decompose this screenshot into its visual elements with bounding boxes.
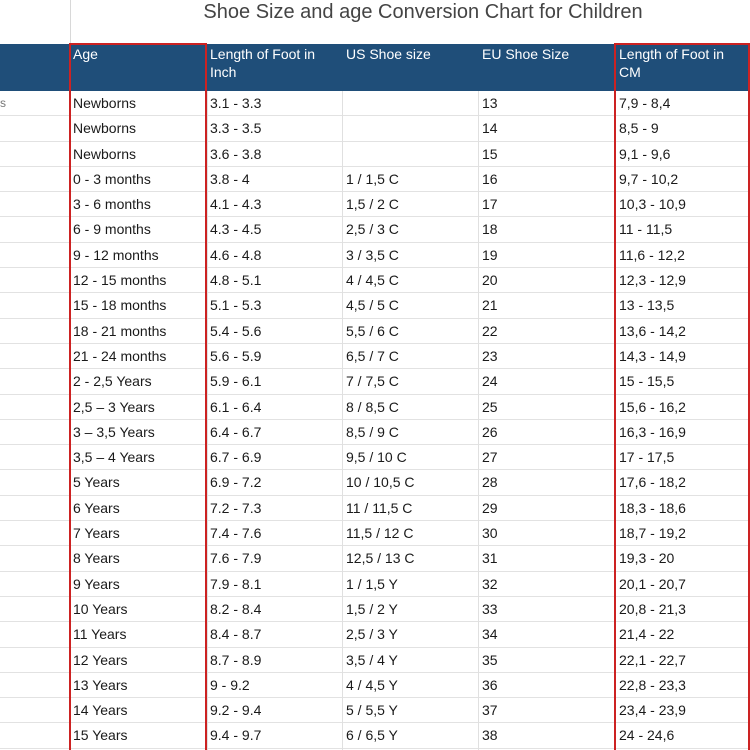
cell-age: 12 Years xyxy=(73,651,128,668)
cell-age: 21 - 24 months xyxy=(73,347,167,364)
cell-length-inch: 5.6 - 5.9 xyxy=(210,347,262,364)
table-row xyxy=(0,597,750,622)
cell-eu-size: 22 xyxy=(482,322,498,339)
age-column-highlight-right xyxy=(205,43,207,750)
cell-us-size: 4 / 4,5 C xyxy=(346,272,399,289)
cm-column-highlight-top xyxy=(614,43,750,45)
cell-length-inch: 7.9 - 8.1 xyxy=(210,575,262,592)
cell-length-inch: 6.1 - 6.4 xyxy=(210,398,262,415)
cell-age: 6 Years xyxy=(73,499,120,516)
table-row xyxy=(0,268,750,293)
cell-length-cm: 13 - 13,5 xyxy=(619,297,675,314)
page-title: Shoe Size and age Conversion Chart for Children xyxy=(203,1,643,23)
cell-length-inch: 5.1 - 5.3 xyxy=(210,297,262,314)
cell-us-size: 1,5 / 2 Y xyxy=(346,600,398,617)
cell-length-inch: 4.8 - 5.1 xyxy=(210,272,262,289)
table-header xyxy=(0,44,750,91)
table-row xyxy=(0,648,750,673)
column-divider xyxy=(207,91,208,750)
cell-length-cm: 11,6 - 12,2 xyxy=(619,246,685,263)
cell-length-cm: 16,3 - 16,9 xyxy=(619,423,686,440)
cell-length-cm: 15,6 - 16,2 xyxy=(619,398,686,415)
cell-eu-size: 17 xyxy=(482,196,498,213)
cell-length-inch: 3.1 - 3.3 xyxy=(210,95,262,111)
header-us-size: US Shoe size xyxy=(346,46,431,62)
cell-eu-size: 31 xyxy=(482,550,498,567)
cell-eu-size: 26 xyxy=(482,423,498,440)
cell-length-inch: 3.6 - 3.8 xyxy=(210,145,262,162)
cell-age: 9 - 12 months xyxy=(73,246,159,263)
cell-length-inch: 9.4 - 9.7 xyxy=(210,727,262,744)
cell-length-cm: 20,8 - 21,3 xyxy=(619,600,686,617)
cell-us-size: 2,5 / 3 Y xyxy=(346,626,398,643)
cell-length-inch: 7.4 - 7.6 xyxy=(210,525,262,542)
cell-length-inch: 4.3 - 4.5 xyxy=(210,221,262,238)
cell-eu-size: 24 xyxy=(482,373,498,390)
cell-us-size: 4,5 / 5 C xyxy=(346,297,399,314)
cell-us-size: 8,5 / 9 C xyxy=(346,423,399,440)
clipped-text: s xyxy=(0,96,6,110)
cell-length-cm: 11 - 11,5 xyxy=(619,221,673,238)
cell-age: 9 Years xyxy=(73,575,120,592)
table-body xyxy=(0,91,750,749)
cell-eu-size: 32 xyxy=(482,575,498,592)
table-row xyxy=(0,546,750,571)
cell-length-inch: 5.4 - 5.6 xyxy=(210,322,262,339)
table-row xyxy=(0,142,750,167)
cell-us-size: 6 / 6,5 Y xyxy=(346,727,398,744)
cell-us-size: 6,5 / 7 C xyxy=(346,347,399,364)
cell-us-size: 12,5 / 13 C xyxy=(346,550,415,567)
cell-us-size: 2,5 / 3 C xyxy=(346,221,399,238)
cell-eu-size: 19 xyxy=(482,246,498,263)
header-eu-size: EU Shoe Size xyxy=(482,46,570,62)
cell-age: 5 Years xyxy=(73,474,120,491)
table-row xyxy=(0,293,750,318)
table-row xyxy=(0,521,750,546)
cell-length-cm: 23,4 - 23,9 xyxy=(619,702,686,719)
cell-length-inch: 6.4 - 6.7 xyxy=(210,423,262,440)
cell-age: 15 Years xyxy=(73,727,128,744)
table-row xyxy=(0,243,750,268)
cell-age: 2,5 – 3 Years xyxy=(73,398,155,415)
cell-age: 3 – 3,5 Years xyxy=(73,423,155,440)
cell-age: 14 Years xyxy=(73,702,128,719)
cell-eu-size: 16 xyxy=(482,170,498,187)
cell-length-inch: 8.7 - 8.9 xyxy=(210,651,262,668)
cell-us-size: 11 / 11,5 C xyxy=(346,499,413,516)
cell-eu-size: 38 xyxy=(482,727,498,744)
cell-age: 12 - 15 months xyxy=(73,272,167,289)
cell-age: Newborns xyxy=(73,95,137,111)
cell-us-size: 1,5 / 2 C xyxy=(346,196,399,213)
cell-us-size: 9,5 / 10 C xyxy=(346,449,407,466)
table-row xyxy=(0,572,750,597)
table-row xyxy=(0,445,750,470)
table-row xyxy=(0,470,750,495)
cm-column-highlight-left xyxy=(614,43,616,750)
table-row xyxy=(0,91,750,116)
cell-age: 0 - 3 months xyxy=(73,170,151,187)
cell-eu-size: 13 xyxy=(482,95,498,111)
cell-eu-size: 35 xyxy=(482,651,498,668)
cell-length-inch: 9.2 - 9.4 xyxy=(210,702,262,719)
cell-us-size: 11,5 / 12 C xyxy=(346,525,414,542)
cell-length-inch: 4.1 - 4.3 xyxy=(210,196,262,213)
cell-eu-size: 30 xyxy=(482,525,498,542)
cell-length-cm: 22,8 - 23,3 xyxy=(619,676,686,693)
cell-length-cm: 15 - 15,5 xyxy=(619,373,675,390)
cell-length-cm: 17,6 - 18,2 xyxy=(619,474,686,491)
cell-length-cm: 21,4 - 22 xyxy=(619,626,675,643)
cell-length-cm: 7,9 - 8,4 xyxy=(619,95,671,111)
cell-length-inch: 9 - 9.2 xyxy=(210,676,250,693)
table-row xyxy=(0,723,750,748)
header-length-cm: Length of Foot in CM xyxy=(619,46,725,80)
cell-us-size: 3 / 3,5 C xyxy=(346,246,399,263)
cell-length-inch: 8.2 - 8.4 xyxy=(210,600,262,617)
cell-us-size: 7 / 7,5 C xyxy=(346,373,399,390)
table-row xyxy=(0,344,750,369)
age-column-highlight-left xyxy=(69,43,71,750)
cell-eu-size: 29 xyxy=(482,499,498,516)
cell-age: 3 - 6 months xyxy=(73,196,151,213)
cell-eu-size: 25 xyxy=(482,398,498,415)
cell-length-cm: 8,5 - 9 xyxy=(619,120,659,137)
cell-length-cm: 18,3 - 18,6 xyxy=(619,499,686,516)
cell-length-inch: 6.9 - 7.2 xyxy=(210,474,262,491)
table-row xyxy=(0,698,750,723)
cell-length-cm: 22,1 - 22,7 xyxy=(619,651,686,668)
cell-length-cm: 10,3 - 10,9 xyxy=(619,196,686,213)
cell-length-inch: 7.2 - 7.3 xyxy=(210,499,262,516)
table-row xyxy=(0,420,750,445)
cell-age: 8 Years xyxy=(73,550,120,567)
cell-eu-size: 28 xyxy=(482,474,498,491)
cell-length-cm: 14,3 - 14,9 xyxy=(619,347,686,364)
cell-us-size: 3,5 / 4 Y xyxy=(346,651,398,668)
cell-eu-size: 27 xyxy=(482,449,498,466)
table-row xyxy=(0,673,750,698)
cell-age: 18 - 21 months xyxy=(73,322,167,339)
cell-age: Newborns xyxy=(73,120,137,137)
cell-age: 3,5 – 4 Years xyxy=(73,449,155,466)
cell-length-cm: 17 - 17,5 xyxy=(619,449,675,466)
column-divider xyxy=(478,91,479,750)
cell-us-size: 10 / 10,5 C xyxy=(346,474,415,491)
cell-length-inch: 7.6 - 7.9 xyxy=(210,550,262,567)
table-row xyxy=(0,192,750,217)
cell-eu-size: 14 xyxy=(482,120,498,137)
cell-eu-size: 18 xyxy=(482,221,498,238)
table-row xyxy=(0,395,750,420)
cell-length-cm: 18,7 - 19,2 xyxy=(619,525,686,542)
header-length-inch: Length of Foot in Inch xyxy=(210,46,316,80)
cell-length-inch: 3.8 - 4 xyxy=(210,170,250,187)
cell-length-cm: 12,3 - 12,9 xyxy=(619,272,686,289)
cell-eu-size: 37 xyxy=(482,702,498,719)
cell-age: Newborns xyxy=(73,145,137,162)
cell-eu-size: 15 xyxy=(482,145,498,162)
cell-us-size: 4 / 4,5 Y xyxy=(346,676,398,693)
age-column-highlight-top xyxy=(69,43,207,45)
header-age: Age xyxy=(73,46,98,62)
cell-length-cm: 19,3 - 20 xyxy=(619,550,675,567)
cell-length-inch: 6.7 - 6.9 xyxy=(210,449,262,466)
cell-eu-size: 33 xyxy=(482,600,498,617)
cell-age: 13 Years xyxy=(73,676,128,693)
table-row xyxy=(0,167,750,192)
cell-length-inch: 4.6 - 4.8 xyxy=(210,246,262,263)
cell-us-size: 1 / 1,5 Y xyxy=(346,575,398,592)
table-row xyxy=(0,369,750,394)
cell-us-size: 1 / 1,5 C xyxy=(346,170,399,187)
cell-length-cm: 20,1 - 20,7 xyxy=(619,575,686,592)
column-divider xyxy=(342,91,343,750)
cell-length-cm: 13,6 - 14,2 xyxy=(619,322,686,339)
cell-eu-size: 36 xyxy=(482,676,498,693)
cell-age: 2 - 2,5 Years xyxy=(73,373,152,390)
cell-age: 10 Years xyxy=(73,600,128,617)
cell-age: 11 Years xyxy=(73,626,127,643)
cell-us-size: 5,5 / 6 C xyxy=(346,322,399,339)
cell-age: 7 Years xyxy=(73,525,120,542)
cell-length-inch: 5.9 - 6.1 xyxy=(210,373,262,390)
table-row xyxy=(0,116,750,141)
cell-eu-size: 34 xyxy=(482,626,498,643)
cell-length-inch: 3.3 - 3.5 xyxy=(210,120,262,137)
cell-length-cm: 9,7 - 10,2 xyxy=(619,170,679,187)
table-row xyxy=(0,496,750,521)
cell-age: 6 - 9 months xyxy=(73,221,151,238)
cell-eu-size: 23 xyxy=(482,347,498,364)
cell-us-size: 8 / 8,5 C xyxy=(346,398,399,415)
cell-eu-size: 20 xyxy=(482,272,498,289)
table-row xyxy=(0,622,750,647)
cell-length-inch: 8.4 - 8.7 xyxy=(210,626,262,643)
cell-age: 15 - 18 months xyxy=(73,297,167,314)
cell-length-cm: 9,1 - 9,6 xyxy=(619,145,671,162)
table-row xyxy=(0,319,750,344)
cell-eu-size: 21 xyxy=(482,297,498,314)
cell-length-cm: 24 - 24,6 xyxy=(619,727,675,744)
cell-us-size: 5 / 5,5 Y xyxy=(346,702,398,719)
table-row xyxy=(0,217,750,242)
